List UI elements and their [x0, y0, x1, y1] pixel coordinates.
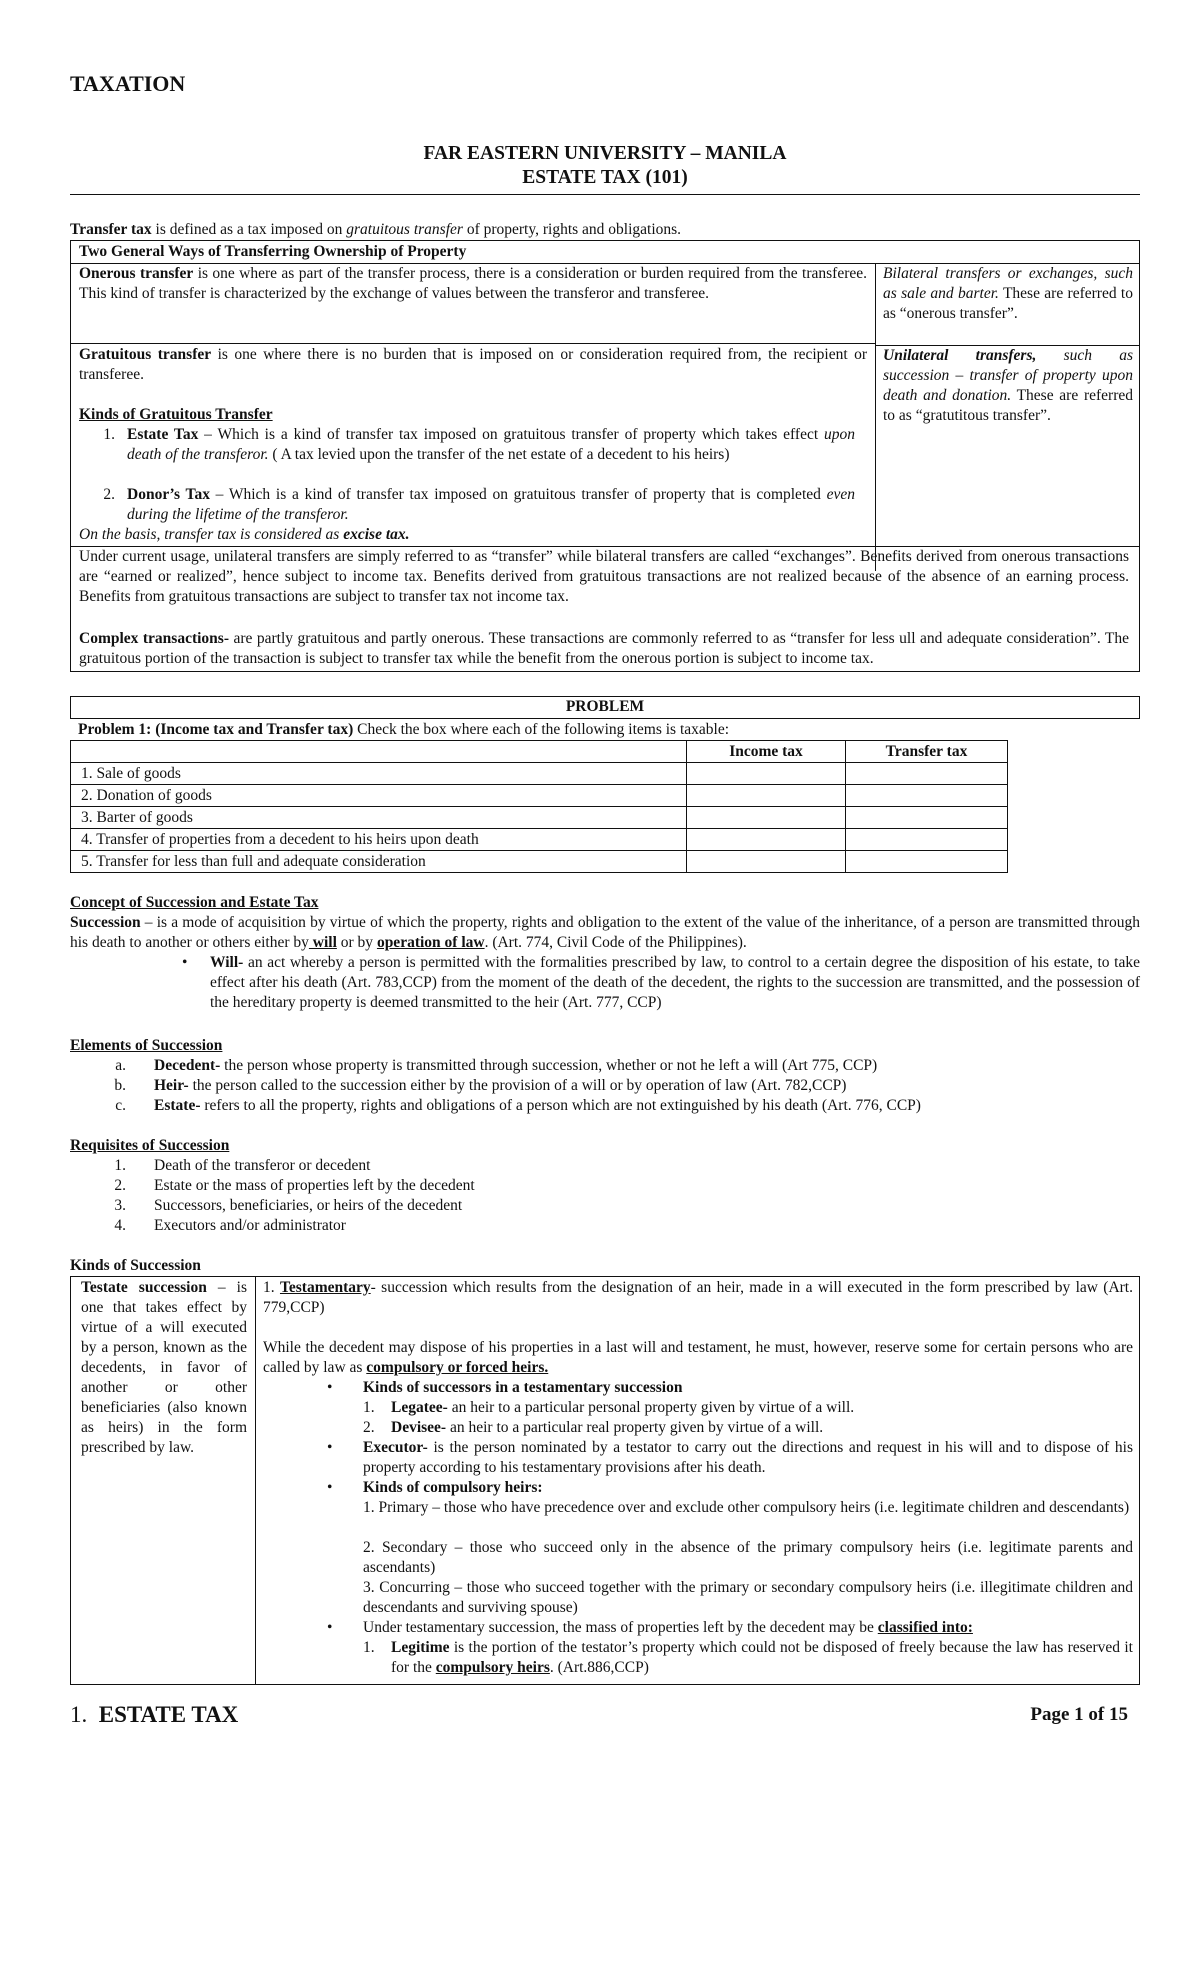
- table-row: 2. Donation of goods: [71, 785, 1008, 807]
- concept-heading: Concept of Succession and Estate Tax: [70, 894, 319, 911]
- divider: [875, 263, 876, 571]
- list-item: • Kinds of compulsory heirs:: [327, 1479, 543, 1496]
- gratuitous-transfer-text: Gratuitous transfer is one where there is no burden that is imposed on or consideration required from, the recipient or transferee.: [79, 346, 868, 383]
- table-row: 3. Barter of goods: [71, 807, 1008, 829]
- concurring-heirs: 3. Concurring – those who succeed together with the primary or secondary compulsory heirs (i.e. illegitimate children and descendants and surviving spouse): [363, 1579, 1133, 1616]
- list-item: 2. Donor’s Tax – Which is a kind of transfer tax imposed on gratuitous transfer of property that is completed even during the lifetime of the transferor.: [103, 486, 855, 523]
- kinds-of-succession-table: [70, 1276, 1140, 1685]
- list-item: 4. Executors and/or administrator: [114, 1217, 346, 1234]
- footer-section-title: 1. ESTATE TAX: [70, 1702, 239, 1727]
- bullet-icon: •: [327, 1379, 333, 1396]
- gratuitous-kinds-heading: Kinds of Gratuitous Transfer: [79, 406, 273, 423]
- column-header: [71, 741, 687, 763]
- bullet-icon: •: [182, 954, 188, 971]
- usage-paragraph: Under current usage, unilateral transfers are simply referred to as “transfer” while bilateral transfers are called “exchanges”. Benefits derived from onerous transactions are “earned or realized”, hence subject to income tax. Benefits derived from gratuitous transactions are not realized because of the absence of an earning process. Benefits from gratuitous transactions are subject to transfer tax not income tax.: [79, 548, 1129, 605]
- subject-header: TAXATION: [70, 71, 186, 96]
- list-item: • Kinds of successors in a testamentary succession: [327, 1379, 683, 1396]
- divider: [71, 343, 875, 344]
- elements-heading: Elements of Succession: [70, 1037, 223, 1054]
- transfer-tax-definition: Transfer tax is defined as a tax imposed on gratuitous transfer of property, rights and obligations.: [70, 221, 682, 238]
- table-row: 4. Transfer of properties from a decedent to his heirs upon death: [71, 829, 1008, 851]
- list-item: a. Decedent- the person whose property is transmitted through succession, whether or not he left a will (Art 775, CCP): [115, 1057, 878, 1074]
- list-item: • Executor- is the person nominated by a testator to carry out the directions and request in his will and to dispose of his property according to his testamentary provisions after his death.: [327, 1439, 1133, 1476]
- requisites-list: [70, 1156, 1140, 1236]
- bullet-icon: •: [327, 1619, 333, 1636]
- bullet-icon: •: [327, 1439, 333, 1456]
- divider: [255, 1277, 256, 1684]
- transfer-tax-checkbox-cell[interactable]: [846, 807, 1008, 829]
- table-row: 5. Transfer for less than full and adequate consideration: [71, 851, 1008, 873]
- elements-list: [70, 1056, 1140, 1116]
- list-item: b. Heir- the person called to the succession either by the provision of a will or by operation of law (Art. 782,CCP): [114, 1077, 847, 1094]
- unilateral-transfer-note: Unilateral transfers, such as succession – transfer of property upon death and donation. These are referred to as “gratutitous transfer”.: [883, 347, 1133, 424]
- course-title: ESTATE TAX (101): [522, 167, 688, 188]
- income-tax-checkbox-cell[interactable]: [687, 807, 846, 829]
- kinds-heading: Kinds of Succession: [70, 1257, 201, 1274]
- bullet-icon: •: [327, 1479, 333, 1496]
- transfer-tax-checkbox-cell[interactable]: [846, 851, 1008, 873]
- testamentary-definition: 1. Testamentary- succession which results from the designation of an heir, made in a will executed in the form prescribed by law (Art. 779,CCP): [263, 1279, 1133, 1316]
- problem-instruction: Problem 1: (Income tax and Transfer tax) Check the box where each of the following items is taxable:: [78, 721, 730, 738]
- list-item: 2. Devisee- an heir to a particular real property given by virtue of a will.: [363, 1419, 824, 1436]
- list-item: 1. Death of the transferor or decedent: [114, 1157, 371, 1174]
- secondary-heirs: 2. Secondary – those who succeed only in the absence of the primary compulsory heirs (i.e. legitimate parents and ascendants): [363, 1539, 1133, 1576]
- primary-heirs: 1. Primary – those who have precedence over and exclude other compulsory heirs (i.e. legitimate children and descendants): [363, 1499, 1130, 1516]
- income-tax-checkbox-cell[interactable]: [687, 763, 846, 785]
- requisites-heading: Requisites of Succession: [70, 1137, 230, 1154]
- page-number: Page 1 of 15: [1030, 1704, 1128, 1725]
- title-divider: [70, 194, 1140, 195]
- onerous-transfer-text: Onerous transfer is one where as part of the transfer process, there is a consideration or burden required from the transferee. This kind of transfer is characterized by the exchange of values between the transferor and transferee.: [79, 265, 867, 302]
- column-header: Income tax: [687, 741, 846, 763]
- list-item: 2. Estate or the mass of properties left by the decedent: [114, 1177, 475, 1194]
- succession-definition: Succession – is a mode of acquisition by virtue of which the property, rights and obligation to the extent of the value of the inheritance, of a person are transmitted through his death to another or others either by will or by operation of law. (Art. 774, Civil Code of the Philippines).: [70, 914, 1140, 951]
- list-item: 1. Legitime is the portion of the testator’s property which could not be disposed of freely because the law has reserved it for the compulsory heirs. (Art.886,CCP): [363, 1639, 1133, 1676]
- university-name: FAR EASTERN UNIVERSITY – MANILA: [423, 143, 787, 164]
- transfer-tax-checkbox-cell[interactable]: [846, 785, 1008, 807]
- problem-table: [70, 740, 1008, 873]
- income-tax-checkbox-cell[interactable]: [687, 829, 846, 851]
- forced-heirs-paragraph: While the decedent may dispose of his properties in a last will and testament, he must, however, reserve some for certain persons who are called by law as compulsory or forced heirs.: [263, 1339, 1133, 1376]
- transfer-tax-checkbox-cell[interactable]: [846, 763, 1008, 785]
- table-header-row: [71, 741, 1008, 763]
- testate-succession-text: Testate succession – is one that takes effect by virtue of a will executed by a person, known as the decedents, in favor of another or other beneficiaries (also known as heirs) in the form prescribed by law.: [81, 1279, 247, 1456]
- transfer-ways-table: [70, 240, 1140, 672]
- will-definition: • Will- an act whereby a person is permitted with the formalities prescribed by law, to control to a certain degree the disposition of his estate, to take effect after his death (Art. 783,CCP) from the moment of the death of the decedent, the rights to the succession are transmitted, and the possession of the hereditary property is deemed transmitted to the heir (Art. 777, CCP): [182, 954, 1140, 1011]
- column-header: Transfer tax: [846, 741, 1008, 763]
- list-item: c. Estate- refers to all the property, rights and obligations of a person which are not extinguished by his death (Art. 776, CCP): [115, 1097, 921, 1114]
- list-item: 1. Legatee- an heir to a particular personal property given by virtue of a will.: [363, 1399, 855, 1416]
- bilateral-transfer-note: Bilateral transfers or exchanges, such as sale and barter. These are referred to as “onerous transfer”.: [883, 265, 1133, 322]
- complex-transactions-paragraph: Complex transactions- are partly gratuitous and partly onerous. These transactions are commonly referred to as “transfer for less ull and adequate consideration”. The gratuitous portion of the transaction is subject to transfer tax while the benefit from the onerous portion is subject to income tax.: [79, 630, 1129, 667]
- income-tax-checkbox-cell[interactable]: [687, 851, 846, 873]
- list-item: 3. Successors, beneficiaries, or heirs of the decedent: [114, 1197, 463, 1214]
- income-tax-checkbox-cell[interactable]: [687, 785, 846, 807]
- table-row: 1. Sale of goods: [71, 763, 1008, 785]
- transfer-tax-checkbox-cell[interactable]: [846, 829, 1008, 851]
- ways-table-heading: Two General Ways of Transferring Ownership of Property: [79, 243, 467, 260]
- list-item: • Under testamentary succession, the mass of properties left by the decedent may be classified into:: [327, 1619, 973, 1636]
- list-item: 1. Estate Tax – Which is a kind of transfer tax imposed on gratuitous transfer of property which takes effect upon death of the transferor. ( A tax levied upon the transfer of the net estate of a decedent to his heirs): [103, 426, 855, 463]
- problem-heading: PROBLEM: [70, 696, 1140, 719]
- excise-tax-note: On the basis, transfer tax is considered as excise tax.: [79, 526, 410, 543]
